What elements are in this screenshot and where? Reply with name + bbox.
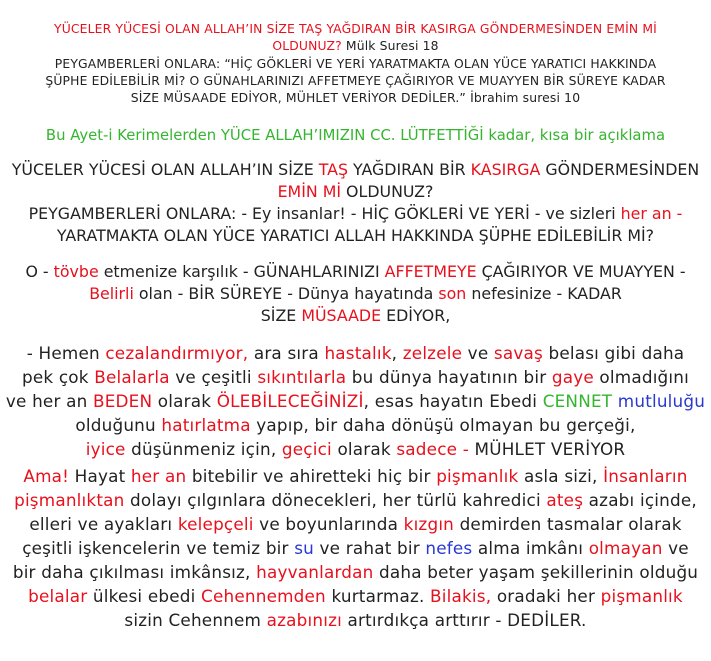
paragraph-4-line-3 xyxy=(0,512,711,536)
text-span: azabı içinde, xyxy=(583,490,697,510)
text-span: ve her an xyxy=(5,391,93,411)
text-span: PEYGAMBERLERİ ONLARA: - Ey insanlar! - HİÇ GÖKLERİ VE YERİ - ve sizleri xyxy=(28,204,621,223)
blue-word: nefes xyxy=(425,538,473,558)
text-span: olmadığını xyxy=(593,367,689,387)
paragraph-2-line-3 xyxy=(0,305,711,327)
highlight-word: pişmanlık xyxy=(436,466,519,486)
text-span: bu dünya hayatının bir xyxy=(346,367,552,387)
highlight-word: Belirli xyxy=(89,284,134,303)
text-span: ve xyxy=(462,343,494,363)
highlight-word: zelzele xyxy=(402,343,463,363)
text-span: , xyxy=(391,343,403,363)
text-span: ve boyunlarında xyxy=(253,514,404,534)
paragraph-4-line-5 xyxy=(0,560,711,584)
highlight-word: Belalarla xyxy=(94,367,170,387)
paragraph-3-line-1 xyxy=(0,341,711,365)
highlight-word: geçici xyxy=(281,439,332,459)
text-span: pek çok xyxy=(22,367,95,387)
text-span: OLDUNUZ? xyxy=(341,182,434,201)
text-span: - Hemen xyxy=(26,343,106,363)
highlight-word: her an xyxy=(130,466,187,486)
highlight-word: Ama! xyxy=(23,466,70,486)
highlight-word: hayvanlardan xyxy=(256,562,374,582)
paragraph-4-line-2 xyxy=(0,488,711,512)
text-span: olarak xyxy=(152,391,217,411)
highlight-word: belalar xyxy=(28,586,88,606)
text-span: ve rahat bir xyxy=(314,538,426,558)
text-span: sizin Cehennem xyxy=(124,610,267,630)
highlight-word: iyice xyxy=(85,439,126,459)
text-span: YAĞDIRAN BİR xyxy=(348,160,471,179)
highlight-word: tövbe xyxy=(53,262,99,281)
paragraph-1 xyxy=(0,159,711,247)
paragraph-2-line-1 xyxy=(0,261,711,283)
text-span: MÜHLET VERİYOR xyxy=(468,439,626,459)
text-span: kurtarmaz. xyxy=(325,586,431,606)
paragraph-2 xyxy=(0,261,711,327)
blue-word: mutluluğu xyxy=(617,391,706,411)
paragraph-3-line-4 xyxy=(0,413,711,437)
text-span: düşünmeniz için, xyxy=(125,439,282,459)
text-span: artırdıkça arttırır - DEDİLER. xyxy=(341,610,587,630)
text-span: olarak xyxy=(331,439,397,459)
explanation-heading: Bu Ayet-i Kerimelerden YÜCE ALLAH’IMIZIN CC. LÜTFETTİĞİ kadar, kısa bir açıklama xyxy=(45,127,666,144)
verse-ibrahim-line-2: ŞÜPHE EDİLEBİLİR Mİ? O GÜNAHLARINIZI AFFETMEYE ÇAĞIRIYOR VE MUAYYEN BİR SÜREYE KADAR xyxy=(45,74,666,88)
highlight-word: kelepçeli xyxy=(177,514,254,534)
paragraph-4 xyxy=(0,464,711,632)
text-span: olan - BİR SÜREYE - Dünya hayatında xyxy=(133,284,439,303)
highlight-word: sıkıntılarla xyxy=(257,367,347,387)
verse-mulk-block xyxy=(0,21,711,55)
highlight-word: Bilakis, xyxy=(430,586,492,606)
paragraph-4-line-1 xyxy=(0,464,711,488)
text-span: dolayı çılgınlara dönecekleri, her türlü kahredici xyxy=(124,490,547,510)
text-span: bitebilir ve ahiretteki hiç bir xyxy=(186,466,437,486)
text-span: elleri ve ayakları xyxy=(29,514,178,534)
paragraph-3-line-2 xyxy=(0,365,711,389)
green-word: CENNET xyxy=(542,391,613,411)
paragraph-3-line-3 xyxy=(0,389,711,413)
text-span: YÜCELER YÜCESİ OLAN ALLAH’IN SİZE xyxy=(11,160,319,179)
text-span: asla sizi, xyxy=(518,466,604,486)
highlight-word: gaye xyxy=(551,367,594,387)
highlight-word: her an - xyxy=(620,204,683,223)
verse-mulk-text: YÜCELER YÜCESİ OLAN ALLAH’IN SİZE TAŞ YAĞDIRAN BİR KASIRGA GÖNDERMESİNDEN EMİN Mİ xyxy=(54,22,657,36)
verse-ibrahim-block xyxy=(0,56,711,107)
text-span: daha beter yaşam şekillerinin olduğu xyxy=(373,562,699,582)
text-span: bir daha çıkılması imkânsız, xyxy=(12,562,257,582)
highlight-word: ÖLEBİLECEĞİNİZİ xyxy=(216,391,364,411)
text-span: belası gibi daha xyxy=(542,343,685,363)
text-span: alma imkânı xyxy=(472,538,589,558)
text-span: EDİYOR, xyxy=(381,306,451,325)
paragraph-1-line-4: YARATMAKTA OLAN YÜCE YARATICI ALLAH HAKKINDA ŞÜPHE EDİLEBİLİR Mİ? xyxy=(56,226,655,245)
highlight-word: pişmanlıktan xyxy=(14,490,125,510)
text-span: nefesinize - KADAR xyxy=(466,284,622,303)
blue-word: su xyxy=(294,538,314,558)
verse-mulk-line-2 xyxy=(0,38,711,55)
paragraph-1-line-1 xyxy=(0,159,711,181)
text-span: olduğunu xyxy=(75,415,162,435)
text-span: oradaki her xyxy=(491,586,601,606)
text-span: GÖNDERMESİNDEN xyxy=(540,160,700,179)
highlight-word: hastalık xyxy=(324,343,392,363)
highlight-word: cezalandırmıyor, xyxy=(105,343,249,363)
highlight-word: savaş xyxy=(493,343,543,363)
verse-mulk-line-1 xyxy=(0,21,711,38)
paragraph-4-line-4 xyxy=(0,536,711,560)
paragraph-4-line-6 xyxy=(0,584,711,608)
text-span: SİZE xyxy=(260,306,302,325)
highlight-word: İnsanların xyxy=(603,466,688,486)
paragraph-4-line-7 xyxy=(0,608,711,632)
verse-ibrahim-line-1: PEYGAMBERLERİ ONLARA: “HİÇ GÖKLERİ VE YERİ YARATMAKTA OLAN YÜCE YARATICI HAKKINDA xyxy=(54,57,657,71)
highlight-word: olmayan xyxy=(588,538,663,558)
highlight-word: KASIRGA xyxy=(470,160,541,179)
highlight-word: ateş xyxy=(546,490,584,510)
highlight-word: Cehennemden xyxy=(201,586,326,606)
highlight-word: TAŞ xyxy=(318,160,349,179)
paragraph-2-line-2 xyxy=(0,283,711,305)
highlight-word: sadece - xyxy=(396,439,469,459)
text-span: yapıp, bir daha dönüşü olmayan bu gerçeği, xyxy=(250,415,636,435)
text-span: çeşitli işkencelerin ve temiz bir xyxy=(22,538,295,558)
highlight-word: azabınızı xyxy=(266,610,342,630)
highlight-word: son xyxy=(438,284,467,303)
highlight-word: EMİN Mİ xyxy=(277,182,342,201)
verse-mulk-text-end: OLDUNUZ? xyxy=(272,39,342,53)
highlight-word: BEDEN xyxy=(93,391,153,411)
text-span: ülkesi ebedi xyxy=(87,586,202,606)
paragraph-1-line-3 xyxy=(0,203,711,225)
text-span: ÇAĞIRIYOR VE MUAYYEN - xyxy=(476,262,686,281)
paragraph-1-line-2 xyxy=(0,181,711,203)
text-span: ara sıra xyxy=(248,343,325,363)
text-span: O - xyxy=(25,262,54,281)
text-span: , esas hayatın Ebedi xyxy=(363,391,543,411)
highlight-word: pişmanlık xyxy=(600,586,683,606)
highlight-word: kızgın xyxy=(403,514,455,534)
paragraph-3-line-5 xyxy=(0,437,711,461)
text-span: ve çeşitli xyxy=(169,367,258,387)
verse-ibrahim-line-3: SİZE MÜSAADE EDİYOR, MÜHLET VERİYOR DEDİLER.” İbrahim suresi 10 xyxy=(130,91,581,105)
text-span: etmenize karşılık - GÜNAHLARINIZI xyxy=(98,262,385,281)
verse-mulk-reference: Mülk Suresi 18 xyxy=(341,39,439,53)
text-span: ve xyxy=(662,538,689,558)
text-span: Hayat xyxy=(69,466,131,486)
highlight-word: MÜSAADE xyxy=(301,306,382,325)
highlight-word: AFFETMEYE xyxy=(384,262,477,281)
text-span: demirden tasmalar olarak xyxy=(454,514,682,534)
paragraph-3 xyxy=(0,341,711,461)
highlight-word: hatırlatma xyxy=(161,415,251,435)
